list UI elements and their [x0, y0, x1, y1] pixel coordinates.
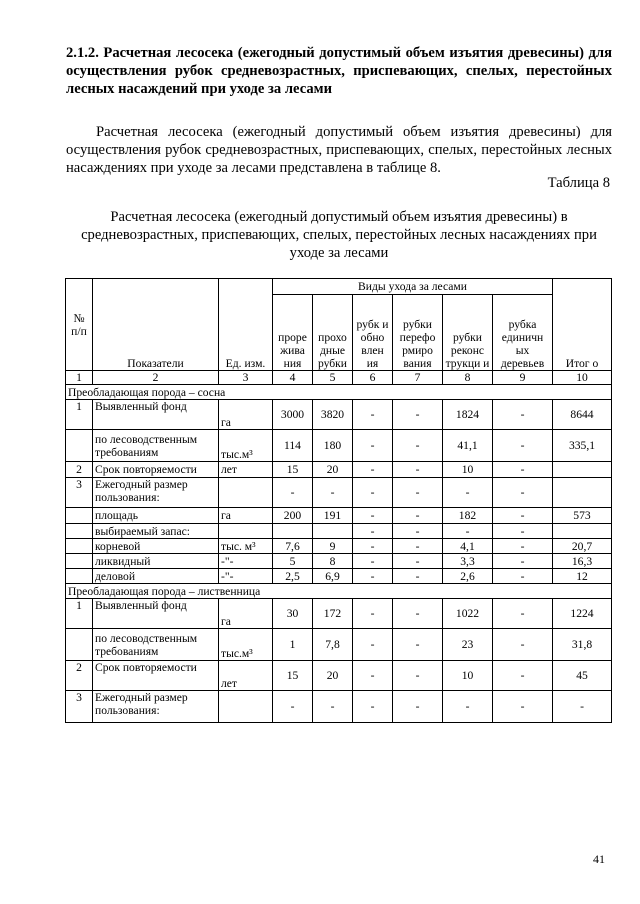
- table-body: [66, 279, 612, 723]
- value-cell: -: [443, 691, 493, 723]
- row-indicator: Выявленный фонд: [93, 599, 219, 629]
- row-number: [66, 539, 93, 554]
- value-cell: -: [493, 478, 553, 508]
- value-cell: -: [493, 524, 553, 539]
- value-cell: [553, 524, 612, 539]
- value-cell: -: [353, 430, 393, 462]
- row-number: 2: [66, 462, 93, 478]
- row-indicator: Срок повторяемости: [93, 462, 219, 478]
- row-unit: лет: [219, 661, 273, 691]
- value-cell: -: [393, 430, 443, 462]
- value-cell: -: [313, 478, 353, 508]
- value-cell: 7,6: [273, 539, 313, 554]
- value-cell: 10: [443, 661, 493, 691]
- value-cell: 2,6: [443, 569, 493, 584]
- value-cell: 10: [443, 462, 493, 478]
- table-label: Таблица 8: [547, 175, 610, 191]
- value-cell: 20: [313, 661, 353, 691]
- value-cell: -: [443, 524, 493, 539]
- value-cell: -: [393, 661, 443, 691]
- body-paragraph: Расчетная лесосека (ежегодный допустимый объем изъятия древесины) для осуществления рубок средневозрастных, приспевающих, спелых, перестойных лесных насаждениях при уходе за лесами представлена в таблице 8.: [66, 124, 612, 176]
- value-cell: -: [493, 462, 553, 478]
- row-indicator: корневой: [93, 539, 219, 554]
- value-cell: 45: [553, 661, 612, 691]
- table-row: [66, 661, 612, 691]
- header-group: Виды ухода за лесами: [273, 279, 553, 295]
- value-cell: 16,3: [553, 554, 612, 569]
- section-title: Преобладающая порода – лиственница: [66, 584, 612, 599]
- value-cell: -: [393, 462, 443, 478]
- row-unit: [219, 691, 273, 723]
- value-cell: 20: [313, 462, 353, 478]
- value-cell: [553, 462, 612, 478]
- row-number: [66, 524, 93, 539]
- value-cell: -: [493, 691, 553, 723]
- row-indicator: по лесоводственным требованиям: [93, 629, 219, 661]
- value-cell: 30: [273, 599, 313, 629]
- value-cell: -: [353, 462, 393, 478]
- row-number: [66, 554, 93, 569]
- row-indicator: Выявленный фонд: [93, 400, 219, 430]
- value-cell: 15: [273, 462, 313, 478]
- value-cell: -: [493, 400, 553, 430]
- table-row: [66, 400, 612, 430]
- value-cell: 180: [313, 430, 353, 462]
- value-cell: -: [393, 478, 443, 508]
- value-cell: 2,5: [273, 569, 313, 584]
- row-indicator: выбираемый запас:: [93, 524, 219, 539]
- value-cell: 9: [313, 539, 353, 554]
- value-cell: 7,8: [313, 629, 353, 661]
- column-number-cell: 9: [493, 371, 553, 385]
- value-cell: -: [313, 691, 353, 723]
- column-number-cell: 5: [313, 371, 353, 385]
- value-cell: 12: [553, 569, 612, 584]
- value-cell: -: [393, 691, 443, 723]
- header-col6: рубк и обно влен ия: [353, 295, 393, 371]
- value-cell: 15: [273, 661, 313, 691]
- header-col8: рубки реконс трукци и: [443, 295, 493, 371]
- value-cell: 3820: [313, 400, 353, 430]
- table-row: [66, 462, 612, 478]
- row-unit: [219, 478, 273, 508]
- value-cell: -: [353, 508, 393, 524]
- header-col5: прохо дные рубки: [313, 295, 353, 371]
- row-number: 3: [66, 478, 93, 508]
- section-title: Преобладающая порода – сосна: [66, 385, 612, 400]
- value-cell: -: [273, 691, 313, 723]
- table-row: [66, 524, 612, 539]
- value-cell: -: [493, 629, 553, 661]
- row-number: 3: [66, 691, 93, 723]
- column-number-cell: 4: [273, 371, 313, 385]
- row-unit: -"-: [219, 554, 273, 569]
- value-cell: 3,3: [443, 554, 493, 569]
- row-unit: тыс. м³: [219, 539, 273, 554]
- header-indicator: Показатели: [93, 279, 219, 371]
- column-number-cell: 7: [393, 371, 443, 385]
- value-cell: -: [353, 691, 393, 723]
- value-cell: -: [393, 508, 443, 524]
- value-cell: -: [353, 554, 393, 569]
- column-number-cell: 1: [66, 371, 93, 385]
- row-indicator: деловой: [93, 569, 219, 584]
- value-cell: -: [353, 524, 393, 539]
- header-row-1: [66, 279, 612, 295]
- data-table: [65, 278, 612, 723]
- value-cell: -: [553, 691, 612, 723]
- value-cell: -: [493, 569, 553, 584]
- row-indicator: по лесоводственным требованиям: [93, 430, 219, 462]
- row-indicator: площадь: [93, 508, 219, 524]
- column-number-row: [66, 371, 612, 385]
- table-row: [66, 691, 612, 723]
- column-number-cell: 2: [93, 371, 219, 385]
- value-cell: -: [353, 539, 393, 554]
- section-heading: 2.1.2. Расчетная лесосека (ежегодный допустимый объем изъятия древесины) для осуществления рубок средневозрастных, приспевающих, спелых, перестойных лесных насаждений при уходе за лесами: [66, 45, 612, 97]
- row-number: [66, 629, 93, 661]
- value-cell: -: [493, 508, 553, 524]
- row-number: [66, 430, 93, 462]
- row-number: [66, 569, 93, 584]
- table-row: [66, 629, 612, 661]
- value-cell: 20,7: [553, 539, 612, 554]
- value-cell: -: [353, 400, 393, 430]
- value-cell: [313, 524, 353, 539]
- value-cell: -: [443, 478, 493, 508]
- row-unit: тыс.м³: [219, 629, 273, 661]
- value-cell: [553, 478, 612, 508]
- value-cell: 182: [443, 508, 493, 524]
- header-col4: проре жива ния: [273, 295, 313, 371]
- row-indicator: ликвидный: [93, 554, 219, 569]
- value-cell: -: [353, 629, 393, 661]
- table-row: [66, 430, 612, 462]
- row-number: 1: [66, 599, 93, 629]
- value-cell: 191: [313, 508, 353, 524]
- value-cell: -: [393, 400, 443, 430]
- column-number-cell: 6: [353, 371, 393, 385]
- value-cell: -: [493, 661, 553, 691]
- value-cell: -: [493, 599, 553, 629]
- value-cell: 335,1: [553, 430, 612, 462]
- value-cell: -: [273, 478, 313, 508]
- value-cell: 6,9: [313, 569, 353, 584]
- table-row: [66, 569, 612, 584]
- value-cell: -: [493, 430, 553, 462]
- header-col7: рубки перефо рмиро вания: [393, 295, 443, 371]
- row-unit: га: [219, 599, 273, 629]
- row-unit: [219, 524, 273, 539]
- value-cell: [273, 524, 313, 539]
- value-cell: 3000: [273, 400, 313, 430]
- table-row: [66, 554, 612, 569]
- row-number: 1: [66, 400, 93, 430]
- value-cell: 1824: [443, 400, 493, 430]
- value-cell: 5: [273, 554, 313, 569]
- value-cell: 4,1: [443, 539, 493, 554]
- value-cell: -: [393, 539, 443, 554]
- row-unit: -"-: [219, 569, 273, 584]
- value-cell: -: [393, 524, 443, 539]
- value-cell: 1224: [553, 599, 612, 629]
- row-indicator: Ежегодный размер пользования:: [93, 691, 219, 723]
- column-number-cell: 8: [443, 371, 493, 385]
- value-cell: -: [393, 629, 443, 661]
- table-row: [66, 478, 612, 508]
- row-number: [66, 508, 93, 524]
- value-cell: 573: [553, 508, 612, 524]
- value-cell: 8644: [553, 400, 612, 430]
- row-number: 2: [66, 661, 93, 691]
- header-num: № п/п: [66, 279, 93, 371]
- row-unit: га: [219, 400, 273, 430]
- row-unit: га: [219, 508, 273, 524]
- section-row: [66, 584, 612, 599]
- value-cell: 114: [273, 430, 313, 462]
- row-unit: тыс.м³: [219, 430, 273, 462]
- value-cell: -: [353, 599, 393, 629]
- column-number-cell: 10: [553, 371, 612, 385]
- value-cell: -: [353, 661, 393, 691]
- value-cell: -: [493, 554, 553, 569]
- header-col9: рубка единичн ых деревьев: [493, 295, 553, 371]
- value-cell: 200: [273, 508, 313, 524]
- row-indicator: Срок повторяемости: [93, 661, 219, 691]
- value-cell: 31,8: [553, 629, 612, 661]
- value-cell: -: [353, 569, 393, 584]
- value-cell: -: [493, 539, 553, 554]
- table-row: [66, 508, 612, 524]
- value-cell: -: [393, 569, 443, 584]
- header-unit: Ед. изм.: [219, 279, 273, 371]
- value-cell: 172: [313, 599, 353, 629]
- section-row: [66, 385, 612, 400]
- value-cell: 23: [443, 629, 493, 661]
- header-col10: Итог о: [553, 279, 612, 371]
- value-cell: 1: [273, 629, 313, 661]
- value-cell: 41,1: [443, 430, 493, 462]
- page-number: 41: [593, 852, 605, 866]
- column-number-cell: 3: [219, 371, 273, 385]
- table-title: Расчетная лесосека (ежегодный допустимый объем изъятия древесины) в средневозрастных, приспевающих, спелых, перестойных лесных насаждениях при уходе за лесами: [81, 209, 597, 261]
- value-cell: -: [393, 599, 443, 629]
- row-unit: лет: [219, 462, 273, 478]
- value-cell: -: [393, 554, 443, 569]
- value-cell: 8: [313, 554, 353, 569]
- row-indicator: Ежегодный размер пользования:: [93, 478, 219, 508]
- table-row: [66, 539, 612, 554]
- value-cell: 1022: [443, 599, 493, 629]
- table-row: [66, 599, 612, 629]
- value-cell: -: [353, 478, 393, 508]
